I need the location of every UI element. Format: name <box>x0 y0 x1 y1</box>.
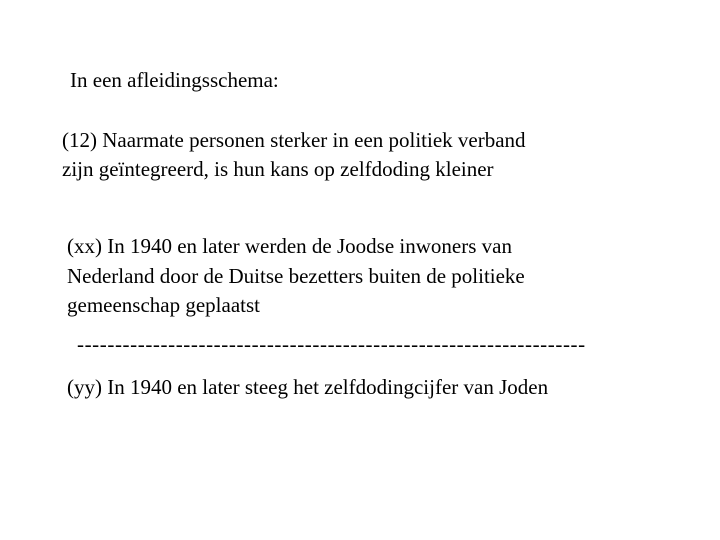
conclusion-yy: (yy) In 1940 en later steeg het zelfdodingcijfer van Joden <box>67 375 549 399</box>
inference-divider: ------------------------------------------------------------------- <box>77 332 586 356</box>
premise-xx-line-1: (xx) In 1940 en later werden de Joodse inwoners van <box>67 234 512 258</box>
premise-xx-line-3: gemeenschap geplaatst <box>67 293 260 317</box>
premise-xx-line-2: Nederland door de Duitse bezetters buiten de politieke <box>67 264 525 288</box>
premise-12-line-2: zijn geïntegreerd, is hun kans op zelfdoding kleiner <box>62 157 494 181</box>
schema-heading: In een afleidingsschema: <box>70 68 279 92</box>
premise-12-line-1: (12) Naarmate personen sterker in een politiek verband <box>62 128 526 152</box>
